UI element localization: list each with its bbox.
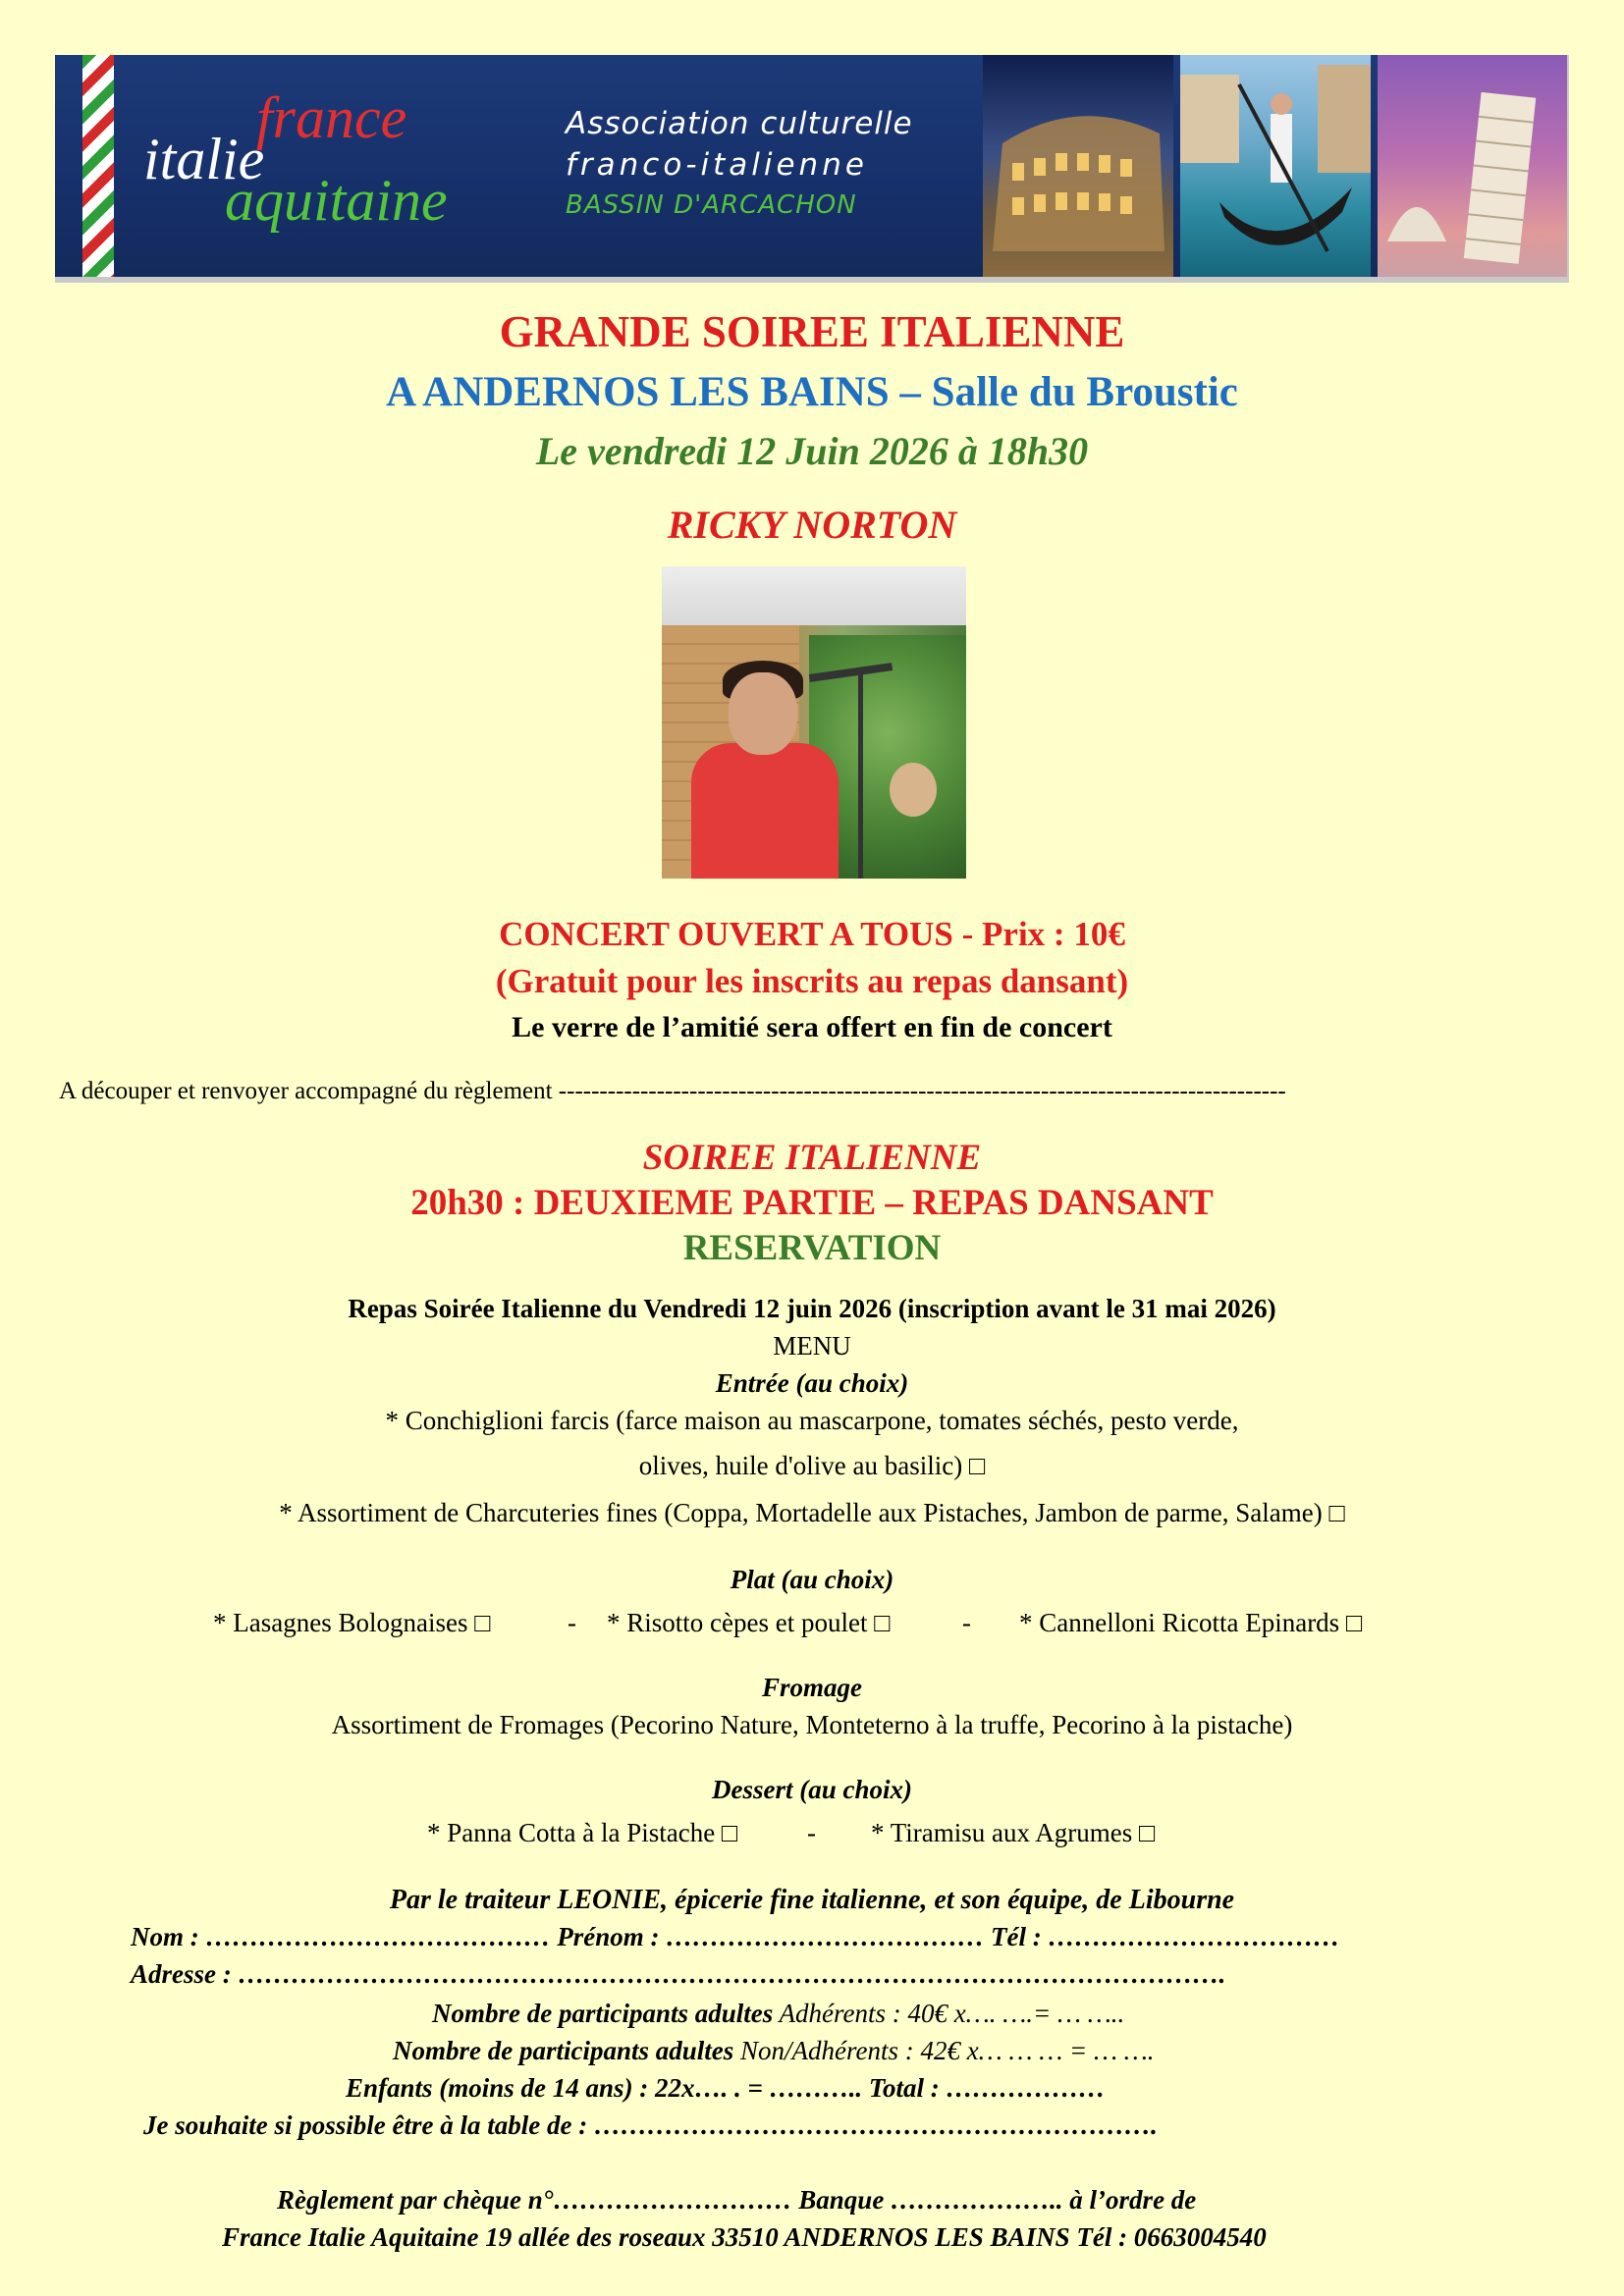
form-adherents-line[interactable]: [432, 1999, 1124, 2029]
reservation-title-2: 20h30 : DEUXIEME PARTIE – REPAS DANSANT: [410, 1183, 1214, 1223]
plat-option-cannelloni[interactable]: * Cannelloni Ricotta Epinards □: [1019, 1608, 1363, 1637]
plat-heading: Plat (au choix): [730, 1565, 894, 1594]
form-adherents-label: Nombre de participants adultes: [432, 1999, 774, 2028]
form-name-line[interactable]: Nom : ………………………………… Prénom : ……………………………… Tél : ……………………………: [131, 1922, 1340, 1951]
italian-flag-stripes: [82, 55, 114, 277]
reservation-title-3: RESERVATION: [682, 1228, 942, 1268]
photo-guitarist: [890, 763, 937, 817]
artist-photo: [662, 566, 966, 879]
dessert-separator: -: [807, 1818, 816, 1847]
association-logo: [138, 84, 561, 251]
form-children-line[interactable]: Enfants (moins de 14 ans) : 22x…. . = ……….. Total : ………………: [346, 2073, 1106, 2103]
photo-singer-face: [729, 672, 797, 755]
gondola-photo: [1180, 55, 1371, 277]
plat-option-lasagnes[interactable]: * Lasagnes Bolognaises □: [213, 1608, 491, 1637]
dessert-option-panna-cotta[interactable]: * Panna Cotta à la Pistache □: [427, 1818, 738, 1847]
photo-ceiling: [662, 566, 966, 625]
concert-price: CONCERT OUVERT A TOUS - Prix : 10€: [499, 915, 1125, 953]
plat-option-risotto[interactable]: * Risotto cèpes et poulet □: [607, 1608, 891, 1637]
photo-mic-stand: [858, 674, 863, 879]
concert-drink-note: Le verre de l’amitié sera offert en fin de concert: [512, 1011, 1112, 1043]
photo-singer-shirt: [691, 743, 839, 879]
plat-separator-2: -: [962, 1608, 971, 1637]
banner-background: [55, 55, 1567, 277]
colosseum-photo: [983, 55, 1173, 277]
artist-name: RICKY NORTON: [667, 503, 957, 547]
form-table-line[interactable]: Je souhaite si possible être à la table de : ……………………………………………………….: [143, 2110, 1158, 2140]
form-adherents-value: Adhérents : 40€ x…. ….= … …..: [773, 1999, 1125, 2028]
form-address-line[interactable]: Adresse : ………………………………………………………………………………………………….: [131, 1959, 1226, 1989]
cut-line: A découper et renvoyer accompagné du règlement -----------------------------------------------------------------------------------------: [59, 1078, 1286, 1104]
form-non-adherents-label: Nombre de participants adultes: [393, 2036, 734, 2065]
event-location: A ANDERNOS LES BAINS – Salle du Broustic: [386, 369, 1238, 415]
association-name: [566, 106, 978, 220]
entree-option-1b[interactable]: olives, huile d'olive au basilic) □: [638, 1451, 986, 1480]
association-line-3: BASSIN D'ARCACHON: [566, 190, 857, 220]
logo-italie: italie: [143, 127, 265, 191]
form-non-adherents-value: Non/Adhérents : 42€ x… … … = … ….: [733, 2036, 1155, 2065]
reservation-intro: Repas Soirée Italienne du Vendredi 12 juin 2026 (inscription avant le 31 mai 2026): [348, 1294, 1276, 1323]
event-date: Le vendredi 12 Juin 2026 à 18h30: [535, 429, 1089, 473]
association-line-2: franco-italienne: [566, 147, 868, 183]
event-title: GRANDE SOIREE ITALIENNE: [499, 307, 1125, 356]
form-payment-line[interactable]: Règlement par chèque n°……………………… Banque ……………….. à l’ordre de: [277, 2185, 1197, 2215]
header-banner: [55, 55, 1569, 283]
entree-option-1a: * Conchiglioni farcis (farce maison au mascarpone, tomates séchés, pesto verde,: [385, 1406, 1239, 1435]
caterer-note: Par le traiteur LEONIE, épicerie fine italienne, et son équipe, de Libourne: [389, 1885, 1235, 1915]
association-line-1: Association culturelle: [566, 106, 913, 141]
fromage-heading: Fromage: [761, 1673, 862, 1702]
dessert-option-tiramisu[interactable]: * Tiramisu aux Agrumes □: [871, 1818, 1156, 1847]
form-non-adherents-line[interactable]: [393, 2036, 1154, 2066]
fromage-description: Assortiment de Fromages (Pecorino Nature, Monteterno à la truffe, Pecorino à la pistache): [331, 1710, 1293, 1739]
reservation-title-1: SOIREE ITALIENNE: [642, 1138, 982, 1178]
pisa-tower-photo: [1378, 55, 1567, 277]
entree-heading: Entrée (au choix): [715, 1368, 909, 1398]
concert-free-note: (Gratuit pour les inscrits au repas dansant): [495, 962, 1129, 1000]
logo-aquitaine: aquitaine: [225, 168, 448, 233]
menu-heading: MENU: [773, 1331, 851, 1361]
logo-france: france: [256, 85, 407, 150]
entree-option-2[interactable]: * Assortiment de Charcuteries fines (Coppa, Mortadelle aux Pistaches, Jambon de parme, Salame) □: [279, 1498, 1345, 1527]
plat-separator-1: -: [568, 1608, 576, 1637]
association-address: France Italie Aquitaine 19 allée des roseaux 33510 ANDERNOS LES BAINS Tél : 0663004540: [222, 2222, 1267, 2252]
dessert-heading: Dessert (au choix): [712, 1775, 912, 1804]
